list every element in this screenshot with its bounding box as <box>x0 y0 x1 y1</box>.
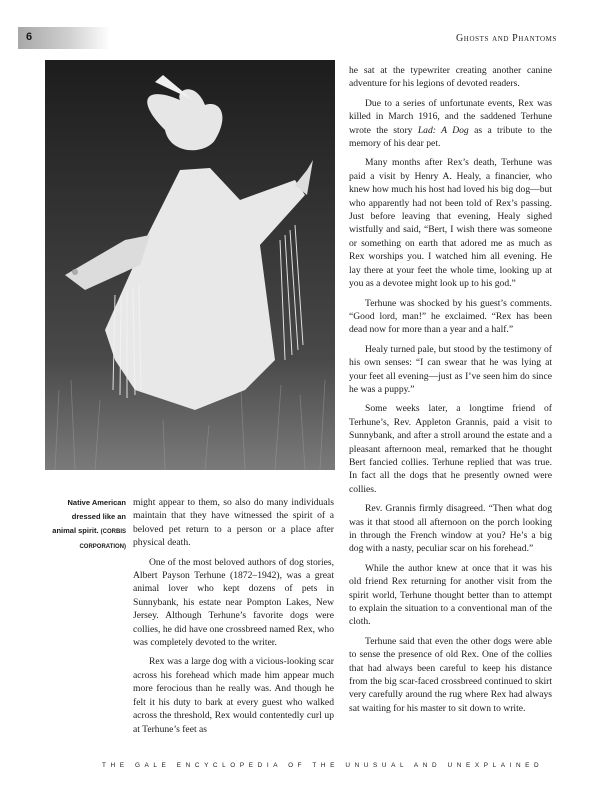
paragraph: Rev. Grannis firmly disagreed. “Then what dog was it that stood all afternoon on the porch looking in through the French window at you? He’s a big dog with a nasty, peculiar scar on his forehead.” <box>349 503 552 555</box>
paragraph: One of the most beloved authors of dog stories, Albert Payson Terhune (1872–1942), was a great animal lover who kept dozens of pets in Sunnybank, his estate near Pompton Lakes, New Jersey. Although Terhune’s favorite dogs were collies, he did have one crossbreed named Rex, who was completely devoted to the writer. <box>133 556 334 649</box>
paragraph: Terhune said that even the other dogs were able to sense the presence of old Rex. One of the collies that had always been careful to keep his distance from the big scar-faced crossbreed continued to skirt very carefully around the rug where Rex had always sat waiting for his master to sit down to write. <box>349 635 552 714</box>
paragraph-text: Due to a series of unfortunate events, Rex was killed in March 1916, and the saddened Terhune wrote the story <box>349 97 552 136</box>
photo-illustration <box>45 60 335 470</box>
body-column-right <box>349 64 552 721</box>
body-column-left <box>133 496 334 742</box>
paragraph: Rex was a large dog with a vicious-looking scar across his forehead which made him appear much more ferocious than he really was. And though he felt it his duty to bark at every guest who walked across the threshold, Rex would contentedly curl up at Terhune’s feet as <box>133 656 334 735</box>
story-title: Lad: A Dog <box>417 124 469 136</box>
page-number: 6 <box>26 31 33 43</box>
paragraph-text: as a tribute to the memory of his dear pet. <box>349 124 553 150</box>
paragraph <box>349 97 552 151</box>
figure-caption <box>48 496 126 554</box>
paragraph: While the author knew at once that it was his old friend Rex returning for another visit from the spirit world, Terhune thought better than to attempt to explain the situation to a conventional man of the cloth. <box>349 562 552 628</box>
photo-native-american-spirit <box>45 60 335 470</box>
caption-credit: (CORBIS CORPORATION) <box>79 529 126 550</box>
footer-book-title: THE GALE ENCYCLOPEDIA OF THE UNUSUAL AND UNEXPLAINED <box>102 762 544 769</box>
paragraph: Many months after Rex’s death, Terhune was paid a visit by Henry A. Healy, a financier, who knew how much his host had loved his big dog—but who apparently had not been told of Rex’s passing. Just before leaving that evening, Healy sighed wistfully and said, “Bert, I wish there was someone or something on earth that adored me as much as Rex worships you. I watched him all evening. He lay there at your feet the whole time, looking up at you as a devotee might look up to his god.” <box>349 157 552 290</box>
paragraph: Some weeks later, a longtime friend of Terhune’s, Rev. Appleton Grannis, paid a visit to Sunnybank, and after a stroll around the estate and a pleasant afternoon meal, remarked that he thought Bert fancied collies. Terhune replied that was true. In fact all the dogs that he presently owned were collies. <box>349 403 552 495</box>
paragraph: might appear to them, so also do many individuals maintain that they have witnessed the spirit of a beloved pet return to a person or a place after physical death. <box>133 497 334 549</box>
paragraph: he sat at the typewriter creating another canine adventure for his legions of devoted readers. <box>349 65 552 90</box>
running-head: Ghosts and Phantoms <box>455 33 557 44</box>
caption-text: Native American dressed like an animal spirit. <box>52 498 126 535</box>
paragraph: Healy turned pale, but stood by the testimony of his own senses: “I can swear that he was lying at your feet all evening—just as I’ve seen him do since he was a puppy.” <box>349 343 552 395</box>
paragraph: Terhune was shocked by his guest’s comments. “Good lord, man!” he exclaimed. “Rex has been dead now for more than a year and a half.” <box>349 297 552 336</box>
